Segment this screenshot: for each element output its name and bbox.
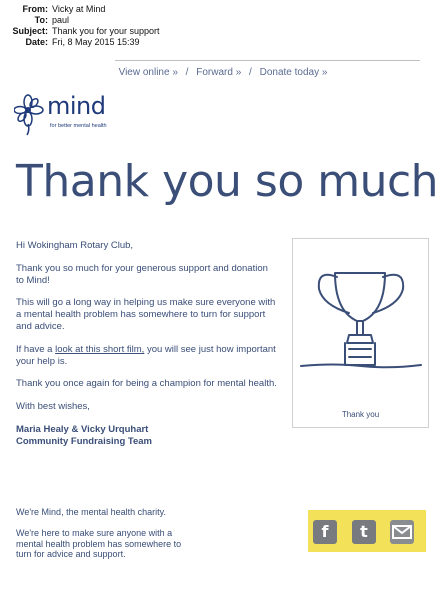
film-text-before: If have a [16, 343, 56, 355]
top-nav [0, 67, 446, 78]
logo-tagline: for better mental health [50, 123, 107, 129]
from-row [0, 4, 446, 15]
film-text-after: you will see just how important your help is. [16, 343, 276, 367]
from-label: From: [22, 4, 48, 14]
header-divider [115, 60, 420, 61]
footer-line: We're here to make sure anyone with a mental health problem has somewhere to turn for advice and support. [16, 527, 182, 560]
short-film-link[interactable]: look at this short film, [55, 343, 145, 355]
mind-logo[interactable] [14, 92, 124, 137]
social-bar [308, 510, 426, 552]
from-value: Vicky at Mind [52, 4, 106, 14]
to-value: paul [52, 15, 70, 25]
subject-row [0, 26, 446, 37]
letter-paragraph [16, 344, 278, 368]
date-row [0, 37, 446, 48]
footer-line: We're Mind, the mental health charity. [16, 507, 166, 517]
email-icon[interactable] [390, 520, 414, 544]
mind-flower-icon [14, 92, 50, 137]
logo-wordmark: mind [47, 92, 106, 120]
donate-today-link[interactable]: Donate today » [259, 67, 328, 78]
subject-value: Thank you for your support [52, 26, 160, 36]
forward-link[interactable]: Forward » [196, 67, 242, 78]
to-label: To: [34, 15, 48, 25]
date-value: Fri, 8 May 2015 15:39 [52, 37, 140, 47]
signature-names: Maria Healy & Vicky Urquhart [16, 423, 149, 435]
nav-separator: / [249, 67, 252, 78]
letter-body [16, 240, 278, 448]
letter-paragraph: Thank you so much for your generous support and donation to Mind! [16, 262, 268, 286]
letter-paragraph: Thank you once again for being a champion for mental health. [16, 378, 277, 390]
envelope-icon [390, 520, 414, 544]
facebook-icon[interactable]: f [313, 520, 337, 544]
signature-team: Community Fundraising Team [16, 435, 153, 447]
letter-paragraph: This will go a long way in helping us make sure everyone with a mental health problem has somewhere to turn for support and advice. [16, 297, 276, 332]
hero-headline: Thank you so much [16, 156, 439, 207]
trophy-caption: Thank you [341, 410, 380, 419]
footer [16, 507, 196, 570]
trophy-card [292, 238, 429, 428]
view-online-link[interactable]: View online » [118, 67, 178, 78]
twitter-icon[interactable]: t [352, 520, 376, 544]
closing: With best wishes, [16, 401, 90, 413]
date-label: Date: [25, 37, 48, 47]
subject-label: Subject: [12, 26, 48, 36]
trophy-icon [293, 239, 428, 409]
greeting: Hi Wokingham Rotary Club, [16, 240, 134, 251]
nav-separator: / [185, 67, 189, 78]
to-row [0, 15, 446, 26]
email-header [0, 4, 446, 48]
